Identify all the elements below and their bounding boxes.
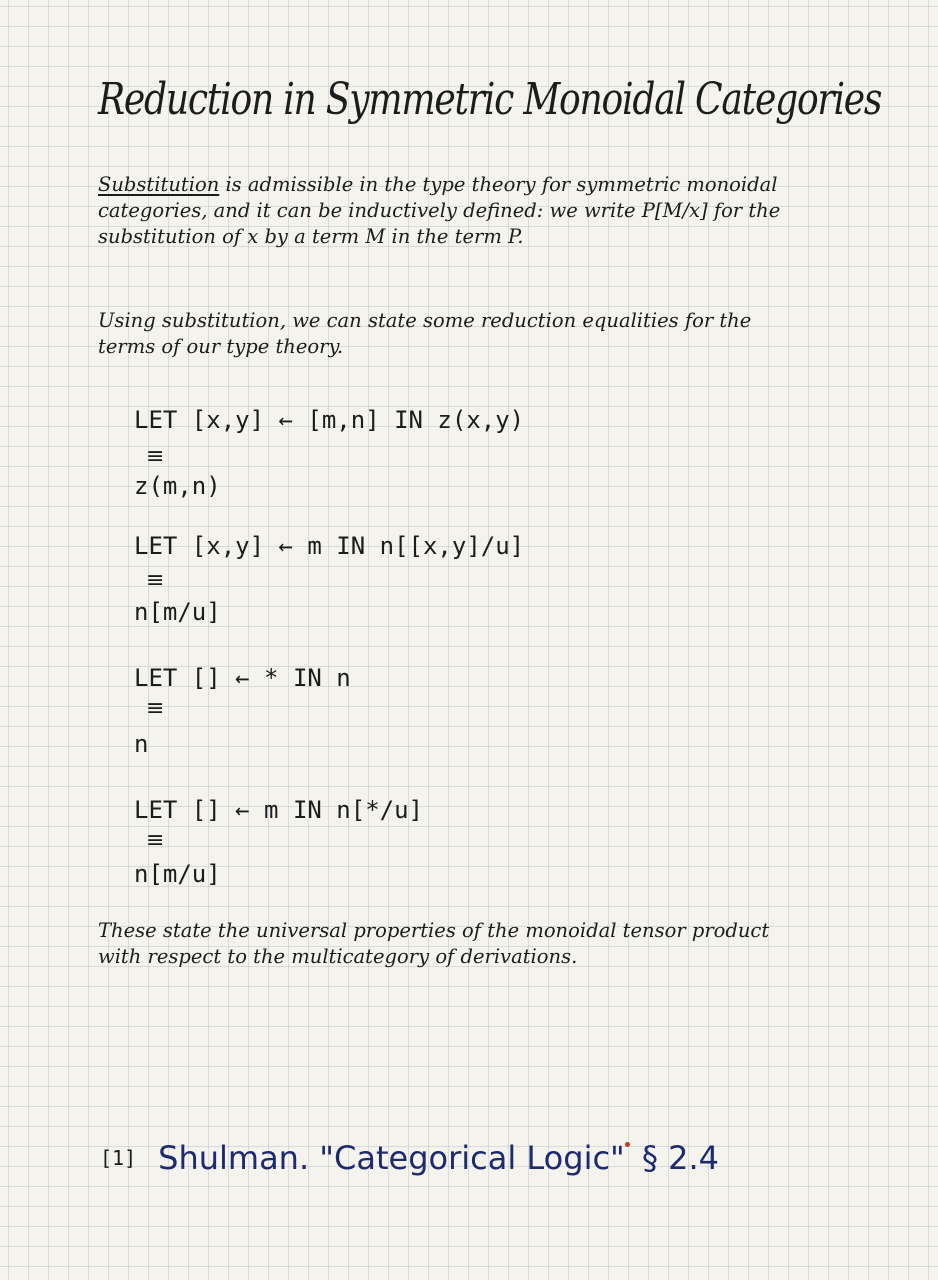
reference-number: [1]	[100, 1146, 137, 1170]
equation-4-lhs: LET [] ← m IN n[*/u]	[134, 796, 423, 824]
reference-source: Shulman. "Categorical Logic"	[158, 1139, 625, 1177]
substitution-paragraph	[98, 172, 798, 250]
equation-2	[134, 530, 634, 630]
equation-2-equiv: ≡	[146, 568, 165, 593]
substitution-term: Substitution	[98, 173, 220, 196]
equation-3	[134, 662, 634, 762]
equation-1	[134, 404, 634, 504]
equation-4-rhs: n[m/u]	[134, 860, 221, 888]
equation-1-lhs: LET [x,y] ← [m,n] IN z(x,y)	[134, 406, 525, 434]
red-ink-mark	[625, 1142, 630, 1147]
equation-1-rhs: z(m,n)	[134, 472, 221, 500]
equation-2-rhs: n[m/u]	[134, 598, 221, 626]
reference-section: § 2.4	[641, 1139, 719, 1177]
equation-3-rhs: n	[134, 730, 149, 758]
reference-citation	[100, 1136, 719, 1180]
equation-1-equiv: ≡	[146, 444, 165, 469]
substitution-text: is admissible in the type theory for symmetric monoidal categories, and it can be inductively defined: we write P[M/x] for the substitution of x by a term M in the term P.	[98, 173, 781, 248]
equation-4-equiv: ≡	[146, 828, 165, 853]
universal-properties-paragraph: These state the universal properties of the monoidal tensor product with respect to the multicategory of derivations.	[98, 919, 770, 968]
page-title: Reduction in Symmetric Monoidal Categories	[98, 74, 882, 125]
reduction-intro-paragraph: Using substitution, we can state some reduction equalities for the terms of our type theory.	[98, 309, 752, 358]
equation-3-equiv: ≡	[146, 696, 165, 721]
equation-4	[134, 794, 634, 894]
equation-3-lhs: LET [] ← * IN n	[134, 664, 351, 692]
equation-2-lhs: LET [x,y] ← m IN n[[x,y]/u]	[134, 532, 525, 560]
